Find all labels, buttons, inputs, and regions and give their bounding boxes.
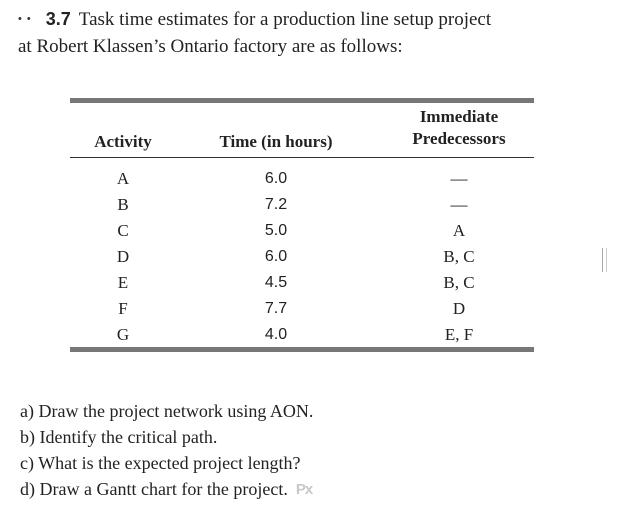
cell-activity: G — [116, 325, 130, 344]
question-d — [20, 476, 312, 503]
cell-activity: D — [116, 247, 130, 266]
cell-activity: A — [116, 169, 130, 188]
question-d-text: d) Draw a Gantt chart for the project. — [20, 479, 288, 499]
header-predecessors — [400, 106, 518, 150]
problem-statement — [18, 6, 608, 60]
difficulty-marker: • • — [18, 13, 32, 25]
header-pred-line2: Predecessors — [412, 129, 506, 148]
cell-time: 7.2 — [264, 196, 288, 213]
header-pred-line1: Immediate — [419, 107, 499, 126]
cell-pred: — — [450, 195, 468, 214]
px-logo-icon: Px — [295, 481, 313, 498]
problem-number: 3.7 — [45, 9, 71, 29]
question-c: c) What is the expected project length? — [20, 453, 301, 473]
cell-pred: A — [452, 221, 466, 240]
header-rule — [70, 157, 534, 158]
cell-pred: B, C — [443, 273, 475, 292]
cell-pred: D — [452, 299, 466, 318]
cell-pred: — — [450, 169, 468, 188]
problem-text-line2: at Robert Klassen’s Ontario factory are as follows: — [18, 36, 403, 57]
cell-activity: C — [117, 221, 129, 240]
table-bottom-rule — [70, 347, 534, 352]
cell-time: 6.0 — [264, 248, 288, 265]
scan-mark — [602, 248, 607, 272]
cell-pred: E, F — [444, 325, 474, 344]
table-top-rule — [70, 98, 534, 103]
cell-time: 5.0 — [264, 222, 288, 239]
cell-time: 7.7 — [264, 300, 288, 317]
question-a: a) Draw the project network using AON. — [20, 401, 314, 421]
question-b: b) Identify the critical path. — [20, 427, 218, 447]
header-time: Time (in hours) — [219, 132, 333, 151]
cell-activity: B — [117, 195, 129, 214]
cell-time: 4.5 — [264, 274, 288, 291]
cell-activity: F — [118, 299, 128, 318]
cell-time: 4.0 — [264, 326, 288, 343]
cell-activity: E — [117, 273, 129, 292]
header-activity: Activity — [94, 132, 152, 151]
cell-time: 6.0 — [264, 170, 288, 187]
cell-pred: B, C — [443, 247, 475, 266]
problem-text-line1: Task time estimates for a production line setup project — [78, 9, 492, 30]
